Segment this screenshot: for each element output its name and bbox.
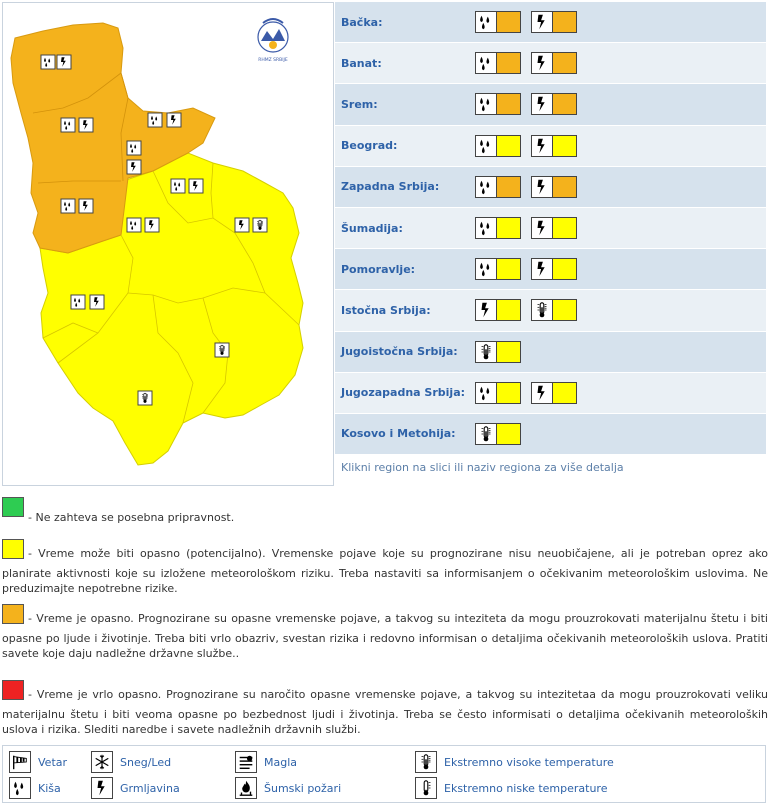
warning-level-swatch <box>553 176 577 198</box>
region-row[interactable] <box>335 249 766 290</box>
key-snow <box>91 751 171 773</box>
key-low-temp <box>415 777 607 799</box>
rain-icon <box>475 11 497 33</box>
warning-cell <box>475 258 521 280</box>
warning-level-swatch <box>497 11 521 33</box>
warning-level-swatch <box>553 299 577 321</box>
warning-level-swatch <box>497 423 521 445</box>
high-temperature-icon <box>415 751 437 773</box>
high-temperature-icon <box>475 341 497 363</box>
rain-icon <box>475 382 497 404</box>
warning-cell <box>475 135 521 157</box>
warning-level-swatch <box>553 135 577 157</box>
warning-cell <box>531 93 577 115</box>
warning-cell <box>475 93 521 115</box>
legend-green <box>2 497 768 524</box>
warning-cell <box>475 423 521 445</box>
thunderstorm-icon <box>475 299 497 321</box>
rain-icon <box>475 258 497 280</box>
warning-cell <box>475 217 521 239</box>
thunderstorm-icon <box>531 382 553 404</box>
warning-cell <box>475 11 521 33</box>
region-name-link[interactable]: Banat: <box>341 56 382 70</box>
region-warning-table <box>335 2 766 455</box>
legend-yellow-text: - Vreme može biti opasno (potencijalno). Vremenske pojave koje su prognozirane nisu neuobičajene, ali je potreban oprez ako planirate aktivnosti koje su izložene meteorološkom riziku. Treba nastaviti sa informisanjem o očekivanim meteorološkim uslovima. Ne preduzimajte nepotrebne rizike. <box>2 547 768 595</box>
thunderstorm-icon <box>531 52 553 74</box>
warning-level-swatch <box>497 341 521 363</box>
warning-cell <box>531 299 577 321</box>
thunderstorm-icon <box>531 176 553 198</box>
rhmz-logo <box>258 19 288 63</box>
warning-cell <box>531 52 577 74</box>
fog-icon <box>235 751 257 773</box>
legend-orange <box>2 604 768 660</box>
thunderstorm-icon <box>531 217 553 239</box>
warning-cell <box>475 52 521 74</box>
warning-cell <box>531 382 577 404</box>
warning-level-swatch <box>553 52 577 74</box>
warning-map-panel <box>2 2 334 486</box>
legend-red <box>2 680 768 736</box>
key-thunder <box>91 777 180 799</box>
legend-orange-text: - Vreme je opasno. Prognozirane su opasne vremenske pojave, a takvog su inteziteta da mogu prouzrokovati materijalnu štetu i biti opasne po ljude i životinje. Treba biti vrlo obazriv, svestan rizika i redovno informisan o detaljima očekivanih meteoroloških uslova. Pratiti savete koje daju nadležne državne službe.. <box>2 612 768 660</box>
region-name-link[interactable]: Jugoistočna Srbija: <box>341 345 458 359</box>
key-low-temp-label: Ekstremno niske temperature <box>444 781 608 795</box>
warning-level-swatch <box>553 93 577 115</box>
key-fire-label: Šumski požari <box>264 781 342 795</box>
forest-fire-icon <box>235 777 257 799</box>
key-rain-label: Kiša <box>38 781 61 795</box>
warning-level-swatch <box>497 52 521 74</box>
warning-level-swatch <box>553 11 577 33</box>
region-row[interactable] <box>335 290 766 331</box>
region-row[interactable] <box>335 373 766 414</box>
warning-cell <box>475 176 521 198</box>
warning-level-swatch <box>497 135 521 157</box>
thunderstorm-icon <box>531 93 553 115</box>
key-fog-label: Magla <box>264 755 298 769</box>
region-row[interactable] <box>335 2 766 43</box>
region-name-link[interactable]: Pomoravlje: <box>341 262 416 276</box>
warning-cell <box>475 341 521 363</box>
rain-icon <box>475 176 497 198</box>
thunderstorm-icon <box>531 258 553 280</box>
region-name-link[interactable]: Bačka: <box>341 15 383 29</box>
warning-level-swatch <box>553 217 577 239</box>
wind-icon <box>9 751 31 773</box>
region-row[interactable] <box>335 126 766 167</box>
warning-cell <box>531 217 577 239</box>
region-name-link[interactable]: Beograd: <box>341 139 398 153</box>
icon-key <box>2 745 766 803</box>
warning-cell <box>475 299 521 321</box>
warning-level-swatch <box>497 176 521 198</box>
low-temperature-icon <box>415 777 437 799</box>
legend-yellow <box>2 539 768 595</box>
region-name-link[interactable]: Jugozapadna Srbija: <box>341 386 466 400</box>
rain-icon <box>475 93 497 115</box>
key-thunder-label: Grmljavina <box>120 781 180 795</box>
thunderstorm-icon <box>531 135 553 157</box>
region-name-link[interactable]: Šumadija: <box>341 221 403 235</box>
snow-icon <box>91 751 113 773</box>
warning-cell <box>531 176 577 198</box>
high-temperature-icon <box>531 299 553 321</box>
key-high-temp-label: Ekstremno visoke temperature <box>444 755 614 769</box>
region-name-link[interactable]: Kosovo i Metohija: <box>341 427 456 441</box>
thunderstorm-icon <box>91 777 113 799</box>
rain-icon <box>475 135 497 157</box>
warning-level-swatch <box>553 258 577 280</box>
rain-icon <box>9 777 31 799</box>
legend-red-text: - Vreme je vrlo opasno. Prognozirane su naročito opasne vremenske pojave, a takvog su intezitetaa da mogu prouzrokovati veliku materijalnu štetu i biti veoma opasne po bezbednost ljudi i životinja. Treba se često informisati o detaljima očekivanih meteoroloških uslova i rizika. Slediti naredbe i savete nadležnih državnih službi. <box>2 688 768 736</box>
key-high-temp <box>415 751 614 773</box>
warning-level-swatch <box>497 258 521 280</box>
warning-cell <box>531 258 577 280</box>
region-row[interactable] <box>335 208 766 249</box>
region-row[interactable] <box>335 43 766 84</box>
region-row[interactable] <box>335 414 766 455</box>
warning-level-swatch <box>497 93 521 115</box>
warning-cell <box>531 11 577 33</box>
serbia-warning-map <box>3 3 335 487</box>
warning-level-swatch <box>497 299 521 321</box>
region-row[interactable] <box>335 167 766 208</box>
key-wind <box>9 751 67 773</box>
region-name-link[interactable]: Srem: <box>341 97 378 111</box>
warning-level-swatch <box>553 382 577 404</box>
warning-level-swatch <box>497 217 521 239</box>
region-name-link[interactable]: Zapadna Srbija: <box>341 180 440 194</box>
red-swatch <box>2 680 24 700</box>
rain-icon <box>475 52 497 74</box>
thunderstorm-icon <box>531 11 553 33</box>
yellow-swatch <box>2 539 24 559</box>
region-row[interactable] <box>335 84 766 125</box>
key-rain <box>9 777 61 799</box>
key-wind-label: Vetar <box>38 755 68 769</box>
region-row[interactable] <box>335 332 766 373</box>
green-swatch <box>2 497 24 517</box>
high-temperature-icon <box>475 423 497 445</box>
key-fire <box>235 777 341 799</box>
key-snow-label: Sneg/Led <box>120 755 172 769</box>
rain-icon <box>475 217 497 239</box>
logo-text: RHMZ SRBIJE <box>258 58 288 63</box>
warning-level-swatch <box>497 382 521 404</box>
region-name-link[interactable]: Istočna Srbija: <box>341 303 431 317</box>
key-fog <box>235 751 297 773</box>
click-hint: Klikni region na slici ili naziv regiona za više detalja <box>341 461 624 474</box>
legend-green-text: - Ne zahteva se posebna pripravnost. <box>28 511 235 524</box>
orange-swatch <box>2 604 24 624</box>
warning-cell <box>531 135 577 157</box>
warning-cell <box>475 382 521 404</box>
